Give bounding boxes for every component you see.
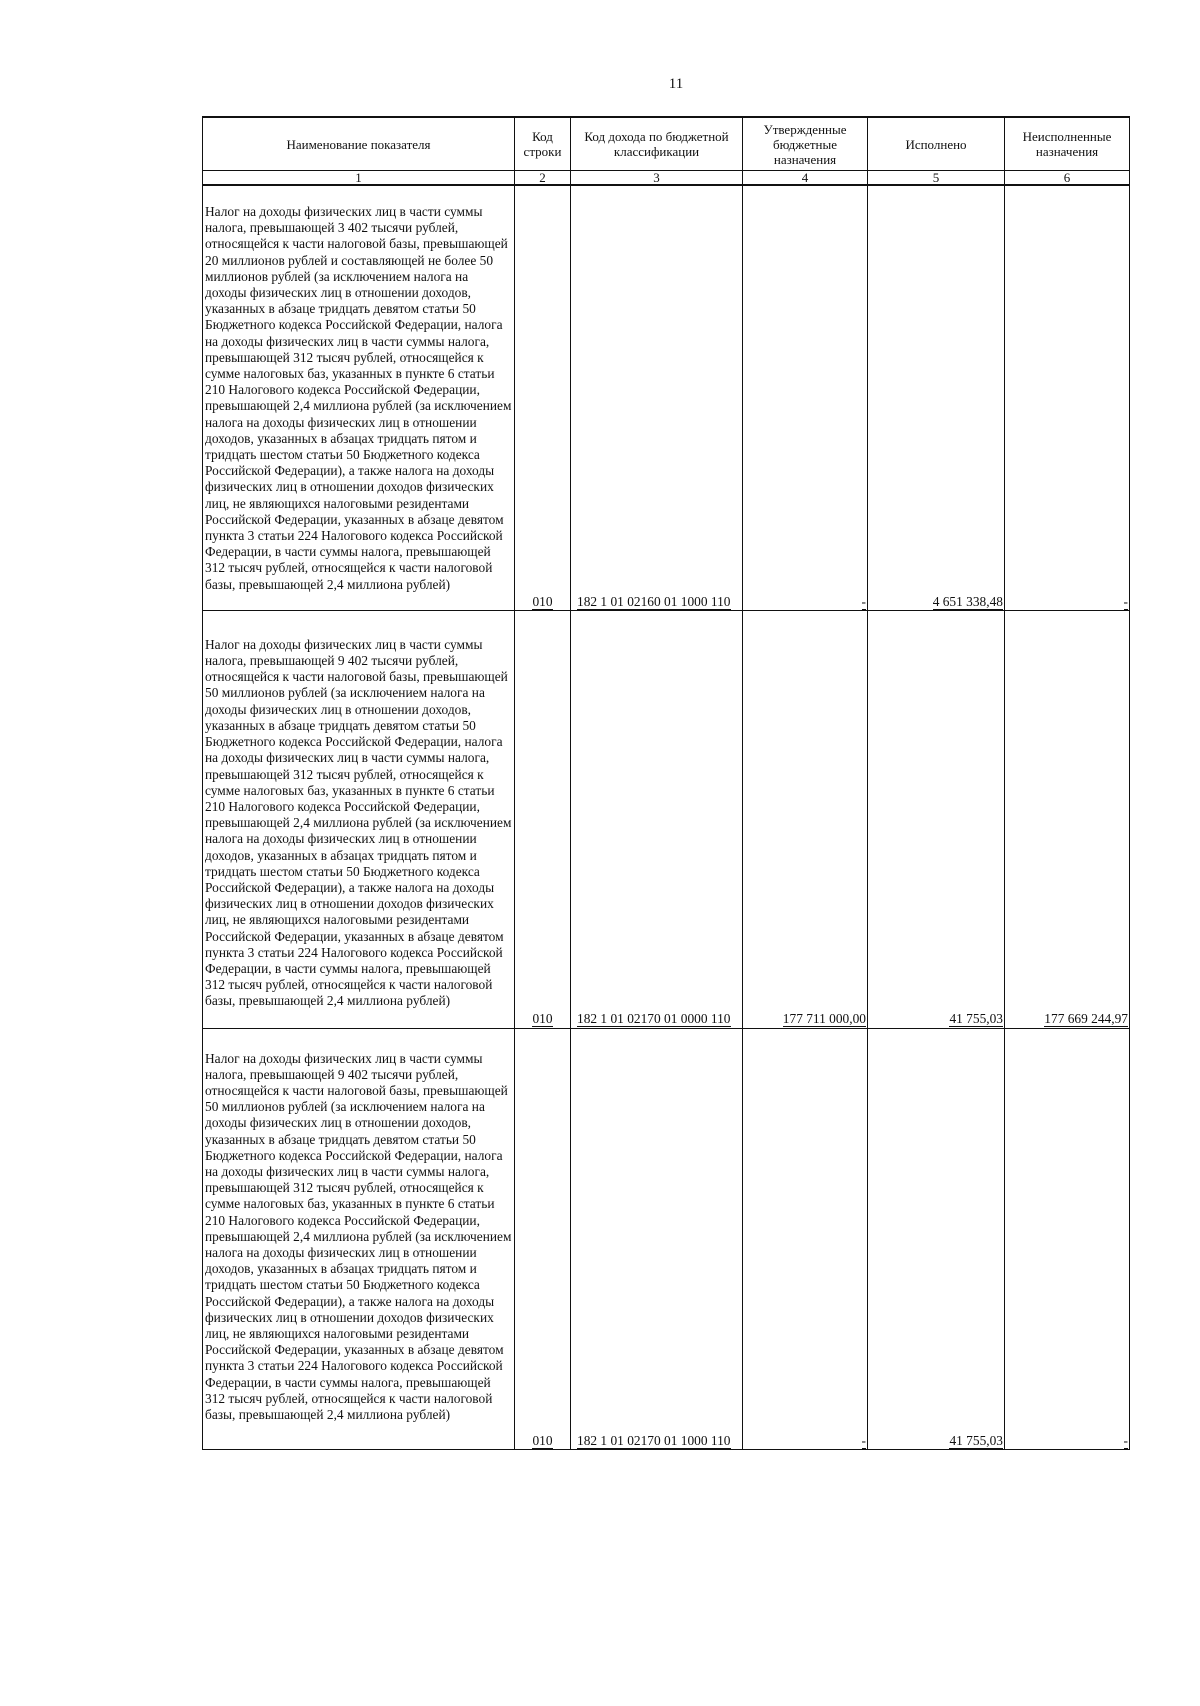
unexecuted-cell [1005,610,1130,1028]
table-row [203,1028,1130,1450]
approved-cell [743,1028,868,1450]
unexecuted-cell [1005,185,1130,610]
unexecuted-amount: - [1123,1433,1128,1449]
indicator-name: Налог на доходы физических лиц в части суммы налога, превышающей 9 402 тысячи рублей, относящейся к части налоговой базы, превышающей 50 миллионов рублей (за исключением налога на доходы физических лиц в отношении доходов, указанных в абзаце тридцать девятом статьи 50 Бюджетного кодекса Российской Федерации, налога на доходы физических лиц в части суммы налога, превышающей 312 тысяч рублей, относящейся к сумме налоговых баз, указанных в пункте 6 статьи 210 Налогового кодекса Российской Федерации, превышающей 2,4 миллиона рублей (за исключением налога на доходы физических лиц в отношении доходов, указанных в абзацах тридцать пятом и тридцать шестом статьи 50 Бюджетного кодекса Российской Федерации), а также налога на доходы физических лиц в отношении доходов физических лиц, не являющихся налоговыми резидентами Российской Федерации, указанных в абзаце девятом пункта 3 статьи 224 Налогового кодекса Российской Федерации, в части суммы налога, превышающей 312 тысяч рублей, относящейся к части налоговой базы, превышающей 2,4 миллиона рублей) [205,1050,512,1423]
header-unexecuted: Неисполненные назначения [1005,117,1130,171]
column-number: 1 [203,171,515,186]
indicator-name-cell [203,1028,515,1450]
executed-cell [868,1028,1005,1450]
header-line-code: Код строки [515,117,571,171]
income-code-cell [571,185,743,610]
indicator-name: Налог на доходы физических лиц в части суммы налога, превышающей 3 402 тысячи рублей, относящейся к части налоговой базы, превышающей 20 миллионов рублей и составляющей не более 50 миллионов рублей (за исключением налога на доходы физических лиц в отношении доходов, указанных в абзаце тридцать девятом статьи 50 Бюджетного кодекса Российской Федерации, налога на доходы физических лиц в части суммы налога, превышающей 312 тысяч рублей, относящейся к сумме налоговых баз, указанных в пункте 6 статьи 210 Налогового кодекса Российской Федерации, превышающей 2,4 миллиона рублей (за исключением налога на доходы физических лиц в отношении доходов, указанных в абзацах тридцать пятом и тридцать шестом статьи 50 Бюджетного кодекса Российской Федерации), а также налога на доходы физических лиц в отношении доходов физических лиц, не являющихся налоговыми резидентами Российской Федерации, указанных в абзаце девятом пункта 3 статьи 224 Налогового кодекса Российской Федерации, в части суммы налога, превышающей 312 тысяч рублей, относящейся к части налоговой базы, превышающей 2,4 миллиона рублей) [205,204,512,592]
column-number: 5 [868,171,1005,186]
approved-cell [743,185,868,610]
header-row [203,117,1130,171]
line-code: 010 [532,593,553,609]
line-code-cell [515,185,571,610]
unexecuted-cell [1005,1028,1130,1450]
column-number: 3 [571,171,743,186]
unexecuted-amount: 177 669 244,97 [1044,1011,1128,1027]
header-income-code: Код дохода по бюджетной классификации [571,117,743,171]
approved-amount: - [861,1433,866,1449]
column-number: 4 [743,171,868,186]
approved-amount: 177 711 000,00 [782,1011,866,1027]
executed-amount: 41 755,03 [949,1011,1003,1027]
report-table [202,116,1130,1450]
executed-cell [868,185,1005,610]
header-approved: Утвержденные бюджетные назначения [743,117,868,171]
indicator-name-cell [203,610,515,1028]
line-code-cell [515,1028,571,1450]
executed-amount: 41 755,03 [949,1433,1003,1449]
column-number: 6 [1005,171,1130,186]
table-row [203,610,1130,1028]
line-code-cell [515,610,571,1028]
page-number: 11 [668,76,684,92]
line-code: 010 [532,1011,553,1027]
column-number-row [203,171,1130,186]
indicator-name-cell [203,185,515,610]
unexecuted-amount: - [1123,593,1128,609]
approved-cell [743,610,868,1028]
income-code: 182 1 01 02160 01 1000 110 [577,593,731,609]
line-code: 010 [532,1433,553,1449]
indicator-name: Налог на доходы физических лиц в части суммы налога, превышающей 9 402 тысячи рублей, относящейся к части налоговой базы, превышающей 50 миллионов рублей (за исключением налога на доходы физических лиц в отношении доходов, указанных в абзаце тридцать девятом статьи 50 Бюджетного кодекса Российской Федерации, налога на доходы физических лиц в части суммы налога, превышающей 312 тысяч рублей, относящейся к сумме налоговых баз, указанных в пункте 6 статьи 210 Налогового кодекса Российской Федерации, превышающей 2,4 миллиона рублей (за исключением налога на доходы физических лиц в отношении доходов, указанных в абзацах тридцать пятом и тридцать шестом статьи 50 Бюджетного кодекса Российской Федерации), а также налога на доходы физических лиц в отношении доходов физических лиц, не являющихся налоговыми резидентами Российской Федерации, указанных в абзаце девятом пункта 3 статьи 224 Налогового кодекса Российской Федерации, в части суммы налога, превышающей 312 тысяч рублей, относящейся к части налоговой базы, превышающей 2,4 миллиона рублей) [205,636,512,1009]
income-code: 182 1 01 02170 01 0000 110 [577,1011,731,1027]
header-executed: Исполнено [868,117,1005,171]
income-code-cell [571,1028,743,1450]
column-number: 2 [515,171,571,186]
income-code: 182 1 01 02170 01 1000 110 [577,1433,731,1449]
approved-amount: - [861,593,866,609]
income-code-cell [571,610,743,1028]
header-indicator-name: Наименование показателя [203,117,515,171]
executed-amount: 4 651 338,48 [932,593,1003,609]
executed-cell [868,610,1005,1028]
table-row [203,185,1130,610]
